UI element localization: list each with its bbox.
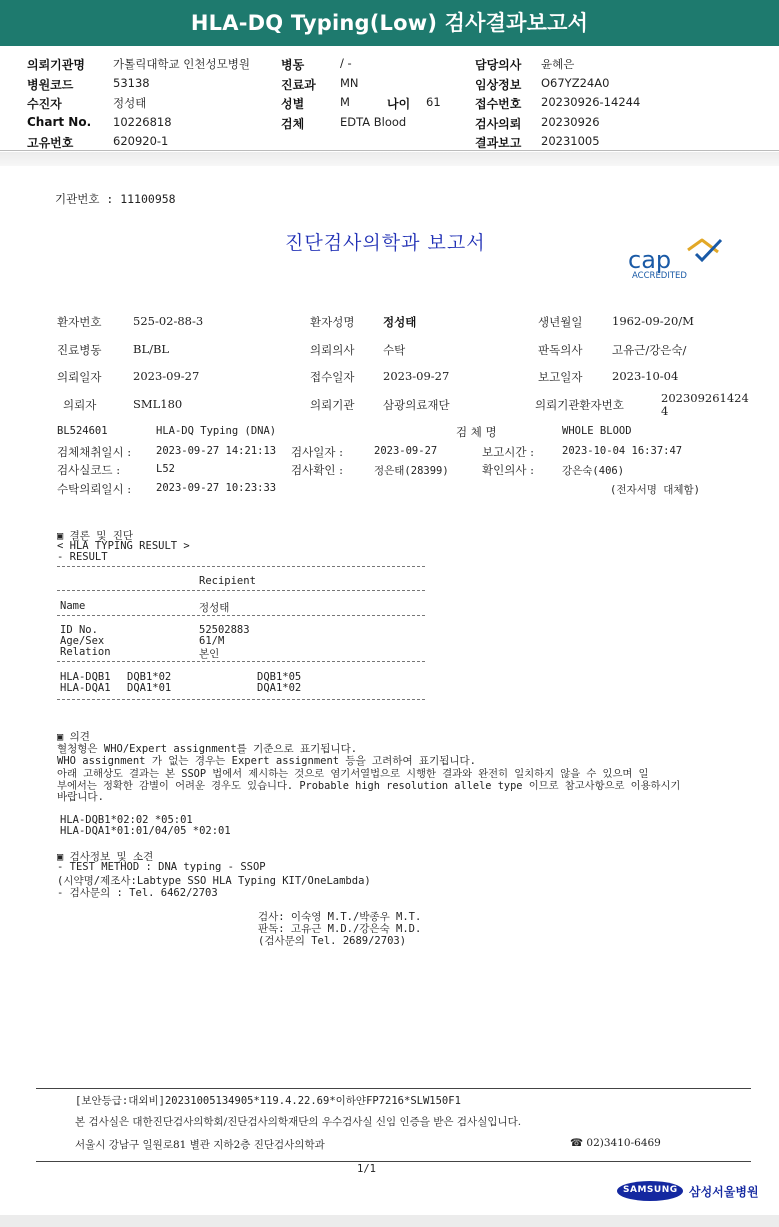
test-info-line: - TEST METHOD : DNA typing - SSOP	[57, 861, 266, 873]
patient-value: 정성태	[383, 315, 417, 329]
divider	[57, 566, 425, 567]
allele-value: DQA1*01	[127, 682, 172, 694]
patient-label: 진료병동	[57, 343, 102, 357]
divider	[57, 615, 425, 616]
meta-value: 정은태(28399)	[374, 465, 449, 477]
patient-value: 수탁	[383, 343, 406, 357]
patient-value: BL/BL	[133, 342, 170, 356]
summary-value: / -	[340, 56, 352, 70]
samsung-logo-text: SAMSUNG	[623, 1185, 678, 1195]
summary-label: 진료과	[281, 78, 316, 92]
opinion-line: 부에서는 정확한 감별이 어려운 경우도 있습니다. Probable high resolution allele type 이므로 참고사항으로 이용하시기	[57, 780, 681, 792]
patient-value: 202309261424	[661, 391, 749, 405]
allele-locus: HLA-DQB1	[60, 671, 111, 683]
opinion-line: 바랍니다.	[57, 791, 104, 803]
page-number: 1/1	[357, 1163, 376, 1175]
summary-label: 접수번호	[475, 97, 522, 111]
patient-label: 환자번호	[57, 315, 102, 329]
meta-value: 2023-10-04 16:37:47	[562, 445, 683, 457]
signoff-line: (검사문의 Tel. 2689/2703)	[258, 935, 407, 947]
patient-label: 판독의사	[538, 343, 583, 357]
test-info-line: - 검사문의 : Tel. 6462/2703	[57, 887, 218, 899]
result-line: < HLA TYPING RESULT >	[57, 540, 190, 552]
report-title: HLA-DQ Typing(Low) 검사결과보고서	[0, 0, 779, 46]
agesex-label: Age/Sex	[60, 635, 105, 647]
meta-label: 보고시간 :	[482, 445, 534, 459]
patient-label: 의뢰의사	[310, 343, 355, 357]
phone-number: ☎ 02)3410-6469	[570, 1137, 661, 1149]
meta-label: 검체채취일시 :	[57, 445, 132, 459]
summary-value: 20230926	[541, 115, 600, 129]
patient-label: 의뢰자	[63, 398, 97, 412]
divider	[57, 661, 425, 662]
summary-label: 나이	[387, 97, 411, 111]
summary-label: 검사의뢰	[475, 117, 522, 131]
summary-value: 20230926-14244	[541, 95, 641, 109]
summary-value: EDTA Blood	[340, 115, 407, 129]
meta-label: 검사실코드 :	[57, 463, 121, 477]
summary-value: M	[340, 95, 350, 109]
allele-value: DQB1*05	[257, 671, 302, 683]
meta-label: 수탁의뢰일시 :	[57, 482, 132, 496]
patient-value: 525-02-88-3	[133, 314, 204, 328]
summary-label: 담당의사	[475, 58, 522, 72]
test-name: HLA-DQ Typing (DNA)	[156, 425, 277, 437]
cap-accredited-logo	[626, 236, 726, 280]
patient-label: 의뢰기관	[310, 398, 355, 412]
header-divider	[0, 150, 779, 151]
patient-value: 2023-09-27	[383, 369, 450, 383]
meta-value: 2023-09-27 14:21:13	[156, 445, 277, 457]
patient-value: SML180	[133, 397, 183, 411]
divider	[57, 590, 425, 591]
summary-value: 윤혜은	[541, 57, 575, 71]
test-info-line: (시약명/제조사:Labtype SSO HLA Typing KIT/OneLambda)	[57, 875, 371, 887]
summary-value: 정성태	[113, 96, 147, 110]
summary-label: 성별	[281, 97, 305, 111]
bottom-band	[0, 1215, 779, 1227]
relation-value: 본인	[199, 648, 220, 660]
signoff-line: 판독: 고유근 M.D./강은숙 M.D.	[258, 923, 422, 935]
patient-label: 생년월일	[538, 315, 583, 329]
summary-value: 10226818	[113, 115, 172, 129]
summary-value: 620920-1	[113, 134, 169, 148]
address-line: 서울시 강남구 일원로81 별관 지하2층 진단검사의학과	[75, 1139, 325, 1151]
e-signature-note: (전자서명 대체함)	[610, 484, 700, 496]
summary-value: 53138	[113, 76, 150, 90]
summary-label: 의뢰기관명	[27, 58, 85, 72]
relation-label: Relation	[60, 646, 111, 658]
certification-line: 본 검사실은 대한진단검사의학회/진단검사의학재단의 우수검사실 신임 인증을 받은 검사실입니다.	[75, 1116, 522, 1128]
section-title: ▣ 결론 및 진단	[57, 530, 134, 542]
institution-number: 기관번호 : 11100958	[55, 192, 176, 206]
allele-locus: HLA-DQA1	[60, 682, 111, 694]
hospital-logo	[617, 1180, 757, 1204]
summary-label: 임상정보	[475, 78, 522, 92]
hospital-name: 삼성서울병원	[689, 1185, 759, 1199]
patient-value: 2023-10-04	[612, 369, 679, 383]
summary-value: MN	[340, 76, 359, 90]
summary-label: Chart No.	[27, 115, 92, 129]
summary-label: 검체	[281, 117, 305, 131]
meta-label: 확인의사 :	[482, 463, 534, 477]
cap-accredited-text: ACCREDITED	[632, 271, 687, 280]
patient-value-cont: 4	[661, 404, 669, 418]
patient-value: 2023-09-27	[133, 369, 200, 383]
meta-label: 검사확인 :	[291, 463, 343, 477]
patient-value: 고유근/강은숙/	[612, 343, 687, 357]
result-line: - RESULT	[57, 551, 108, 563]
opinion-allele: HLA-DQA1*01:01/04/05 *02:01	[60, 825, 231, 837]
recipient-header: Recipient	[199, 575, 256, 587]
patient-label: 의뢰일자	[57, 370, 102, 384]
summary-value: 가톨릭대학교 인천성모병원	[113, 57, 250, 71]
opinion-line: 혈청형은 WHO/Expert assignment를 기준으로 표기됩니다.	[57, 743, 358, 755]
name-value: 정성태	[199, 602, 230, 614]
patient-value: 삼광의료재단	[383, 398, 450, 412]
divider	[57, 699, 425, 700]
summary-label: 병원코드	[27, 78, 74, 92]
summary-value: O67YZ24A0	[541, 76, 610, 90]
section-title: ▣ 의견	[57, 731, 90, 743]
allele-value: DQA1*02	[257, 682, 302, 694]
patient-label: 의뢰기관환자번호	[535, 398, 624, 412]
patient-label: 보고일자	[538, 370, 583, 384]
summary-label: 병동	[281, 58, 305, 72]
summary-label: 고유번호	[27, 136, 74, 150]
meta-label: 검사일자 :	[291, 445, 343, 459]
opinion-allele: HLA-DQB1*02:02 *05:01	[60, 814, 193, 826]
opinion-line: WHO assignment 가 없는 경우는 Expert assignment 등을 고려하여 표기됩니다.	[57, 755, 476, 767]
patient-label: 접수일자	[310, 370, 355, 384]
document-title: 진단검사의학과 보고서	[285, 232, 486, 254]
allele-value: DQB1*02	[127, 671, 172, 683]
security-line: [보안등급:대외비]20231005134905*119.4.22.69*이하얀FP7216*SLW150F1	[75, 1095, 461, 1107]
meta-value: 2023-09-27	[374, 445, 438, 457]
summary-label: 수진자	[27, 97, 62, 111]
meta-value: 2023-09-27 10:23:33	[156, 482, 277, 494]
patient-value: 1962-09-20/M	[612, 314, 694, 328]
cap-logo-graphic	[626, 236, 726, 280]
summary-value: 61	[426, 95, 441, 109]
test-code: BL524601	[57, 425, 108, 437]
section-title: ▣ 검사정보 및 소견	[57, 851, 154, 863]
cap-brand-text: cap	[628, 246, 672, 274]
meta-value: L52	[156, 463, 175, 475]
summary-value: 20231005	[541, 134, 600, 148]
name-label: Name	[60, 600, 86, 612]
header-band	[0, 152, 779, 166]
agesex-value: 61/M	[199, 635, 225, 647]
id-label: ID No.	[60, 624, 98, 636]
patient-label: 환자성명	[310, 315, 355, 329]
meta-value: 강은숙(406)	[562, 465, 625, 477]
opinion-line: 아래 고해상도 결과는 본 SSOP 법에서 제시하는 것으로 염기서열법으로 시행한 결과와 완전히 일치하지 않을 수 있으며 일	[57, 768, 649, 780]
id-value: 52502883	[199, 624, 250, 636]
summary-label: 결과보고	[475, 136, 522, 150]
signoff-line: 검사: 이숙영 M.T./박종우 M.T.	[258, 911, 422, 923]
specimen-label: 검 체 명	[456, 425, 497, 439]
specimen-value: WHOLE BLOOD	[562, 425, 632, 437]
